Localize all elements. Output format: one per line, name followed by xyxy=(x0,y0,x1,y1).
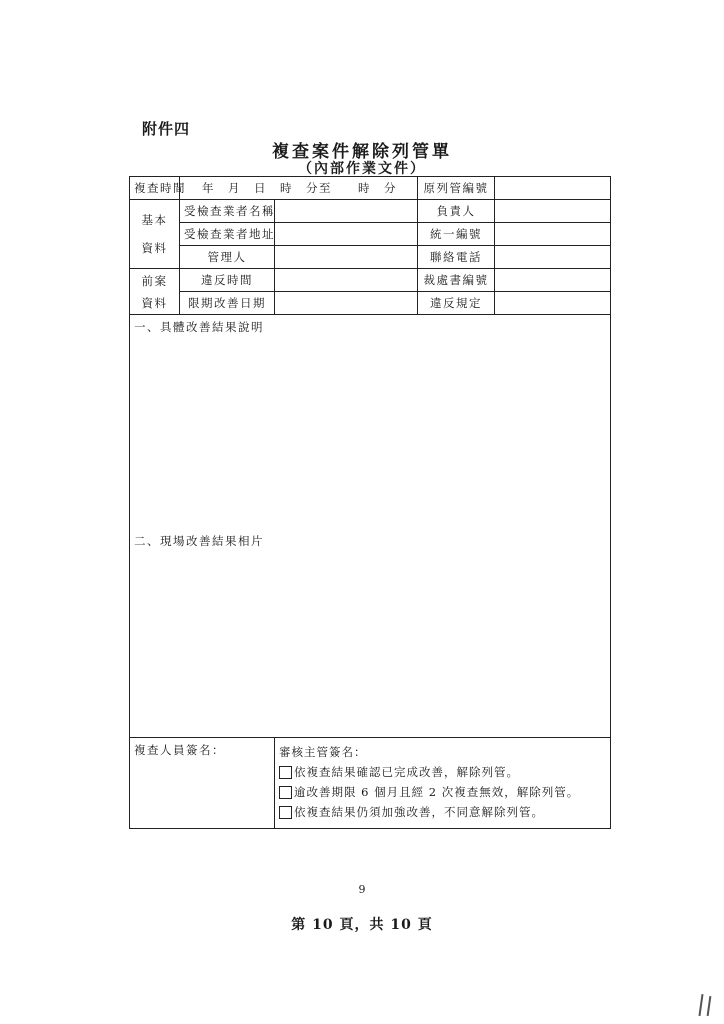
page-number: 9 xyxy=(358,883,366,896)
page-footer: 第 10 頁，共 10 頁 xyxy=(291,917,433,933)
option-1[interactable] xyxy=(279,762,606,782)
case-info-row xyxy=(130,269,611,292)
reviewer-sign-label: 複查人員簽名： xyxy=(134,743,225,757)
company-name-field[interactable] xyxy=(275,200,418,223)
review-time-label: 複查時間 xyxy=(130,177,180,200)
owner-field[interactable] xyxy=(495,200,611,223)
company-address-field[interactable] xyxy=(275,223,418,246)
option-3[interactable] xyxy=(279,802,606,822)
manager-field[interactable] xyxy=(275,246,418,269)
supervisor-sign-cell[interactable] xyxy=(275,738,611,829)
review-time-value[interactable]: 年 月 日 時 分至 時 分 xyxy=(180,177,418,200)
section-1-label: 一、具體改善結果說明 xyxy=(134,320,264,334)
basic-info-row xyxy=(130,223,611,246)
case-info-group xyxy=(130,269,180,315)
results-row xyxy=(130,315,611,738)
violation-time-field[interactable] xyxy=(275,269,418,292)
attachment-label: 附件四 xyxy=(142,120,191,138)
original-id-field[interactable] xyxy=(495,177,611,200)
basic-info-row xyxy=(130,200,611,223)
case-info-row xyxy=(130,292,611,315)
option-2[interactable] xyxy=(279,782,606,802)
form-subtitle: （內部作業文件） xyxy=(298,161,426,177)
results-area[interactable] xyxy=(130,315,611,738)
checkbox-icon[interactable] xyxy=(279,766,292,779)
original-id-label: 原列管編號 xyxy=(418,177,495,200)
case-info-label-2: 資料 xyxy=(141,295,168,310)
basic-info-label-2: 資料 xyxy=(141,241,168,255)
margin-handwriting-mark xyxy=(707,996,711,1016)
release-form-table xyxy=(129,176,611,829)
phone-label: 聯絡電話 xyxy=(418,246,495,269)
option-1-label: 依複查結果確認已完成改善，解除列管。 xyxy=(294,765,519,779)
violated-rule-field[interactable] xyxy=(495,292,611,315)
option-3-label: 依複查結果仍須加強改善，不同意解除列管。 xyxy=(294,805,544,819)
phone-field[interactable] xyxy=(495,246,611,269)
tax-id-label: 統一編號 xyxy=(418,223,495,246)
owner-label: 負責人 xyxy=(418,200,495,223)
checkbox-icon[interactable] xyxy=(279,806,292,819)
checkbox-icon[interactable] xyxy=(279,786,292,799)
basic-info-group xyxy=(130,200,180,269)
company-address-label: 受檢查業者地址 xyxy=(180,223,275,246)
deadline-label: 限期改善日期 xyxy=(180,292,275,315)
basic-info-label-1: 基本 xyxy=(141,213,168,227)
signature-row xyxy=(130,738,611,829)
review-time-row xyxy=(130,177,611,200)
violation-time-label: 違反時間 xyxy=(180,269,275,292)
ruling-id-label: 裁處書編號 xyxy=(418,269,495,292)
option-2-label: 逾改善期限 6 個月且經 2 次複查無效，解除列管。 xyxy=(294,785,580,799)
margin-handwriting-mark xyxy=(698,994,703,1016)
violated-rule-label: 違反規定 xyxy=(418,292,495,315)
manager-label: 管理人 xyxy=(180,246,275,269)
case-info-label-1: 前案 xyxy=(141,273,168,288)
basic-info-row xyxy=(130,246,611,269)
tax-id-field[interactable] xyxy=(495,223,611,246)
ruling-id-field[interactable] xyxy=(495,269,611,292)
company-name-label: 受檢查業者名稱 xyxy=(180,200,275,223)
deadline-field[interactable] xyxy=(275,292,418,315)
supervisor-sign-label: 審核主管簽名： xyxy=(279,745,367,759)
reviewer-sign-cell[interactable] xyxy=(130,738,275,829)
form-title: 複查案件解除列管單 xyxy=(272,142,452,162)
section-2-label: 二、現場改善結果相片 xyxy=(134,534,264,548)
